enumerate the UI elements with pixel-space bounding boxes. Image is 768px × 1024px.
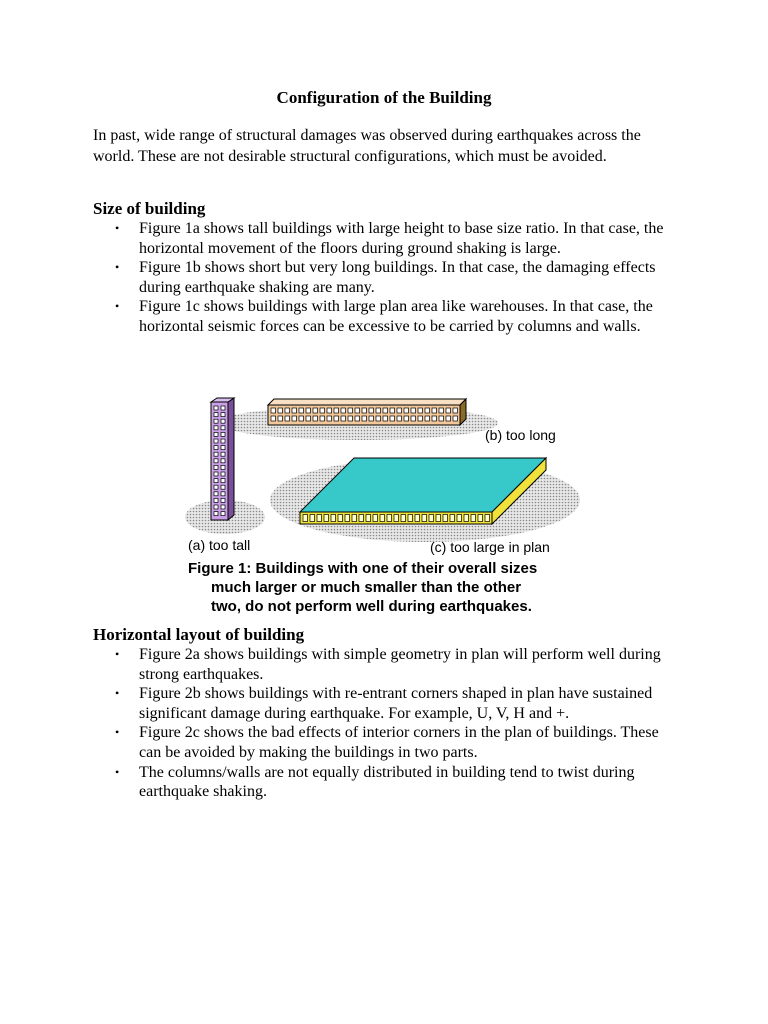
window-mark — [376, 416, 381, 421]
bullet-icon: • — [115, 764, 120, 779]
window-mark — [271, 416, 276, 421]
bullet-text: The columns/walls are not equally distributed in building tend to twist during earthquake shaking. — [139, 763, 635, 801]
bullet-text: Figure 2b shows buildings with re-entrant corners shaped in plan have sustained significant damage during earthquake. For example, U, V, H and +. — [139, 685, 653, 722]
window-mark — [331, 515, 336, 522]
window-mark — [404, 408, 409, 413]
window-mark — [221, 452, 225, 456]
label-too-tall: (a) too tall — [188, 537, 251, 553]
window-mark — [221, 512, 225, 516]
window-mark — [214, 406, 218, 410]
window-mark — [214, 459, 218, 463]
window-mark — [221, 505, 225, 509]
window-mark — [320, 408, 325, 413]
window-mark — [292, 416, 297, 421]
window-mark — [341, 408, 346, 413]
label-too-long: (b) too long — [485, 427, 556, 443]
window-mark — [478, 515, 483, 522]
window-mark — [348, 416, 353, 421]
window-mark — [394, 515, 399, 522]
figure-caption-line-2: much larger or much smaller than the other — [211, 579, 522, 596]
horizontal-layout-bullet-list — [93, 645, 683, 802]
window-mark — [348, 408, 353, 413]
window-mark — [299, 416, 304, 421]
window-mark — [404, 416, 409, 421]
window-mark — [221, 459, 225, 463]
window-mark — [369, 416, 374, 421]
window-mark — [432, 416, 437, 421]
window-mark — [369, 408, 374, 413]
window-mark — [214, 426, 218, 430]
list-item — [93, 645, 683, 684]
bullet-icon: • — [115, 260, 120, 275]
window-mark — [415, 515, 420, 522]
window-mark — [313, 408, 318, 413]
bullet-icon: • — [115, 686, 120, 701]
window-mark — [411, 408, 416, 413]
window-mark — [373, 515, 378, 522]
window-mark — [408, 515, 413, 522]
window-mark — [221, 465, 225, 469]
size-bullet-list — [93, 219, 683, 337]
window-mark — [355, 408, 360, 413]
bullet-text: Figure 1b shows short but very long buildings. In that case, the damaging effects during earthquake shaking are many. — [139, 259, 656, 296]
window-mark — [397, 416, 402, 421]
window-mark — [355, 416, 360, 421]
window-mark — [285, 416, 290, 421]
window-mark — [380, 515, 385, 522]
window-mark — [341, 416, 346, 421]
window-mark — [313, 416, 318, 421]
bullet-text: Figure 1a shows tall buildings with large height to base size ratio. In that case, the horizontal movement of the floors during ground shaking is large. — [139, 220, 664, 257]
window-mark — [485, 515, 490, 522]
list-item — [93, 297, 683, 336]
window-mark — [299, 408, 304, 413]
bullet-text: Figure 2a shows buildings with simple geometry in plan will perform well during strong earthquakes. — [139, 646, 661, 683]
window-mark — [324, 515, 329, 522]
list-item — [93, 763, 683, 802]
window-mark — [453, 408, 458, 413]
window-mark — [214, 512, 218, 516]
window-mark — [446, 408, 451, 413]
window-mark — [359, 515, 364, 522]
window-mark — [429, 515, 434, 522]
window-mark — [221, 479, 225, 483]
list-item — [93, 723, 683, 762]
intro-paragraph: In past, wide range of structural damages was observed during earthquakes across the world. These are not desirable structural configurations, which must be avoided. — [93, 127, 641, 165]
window-mark — [432, 408, 437, 413]
list-item — [93, 684, 683, 723]
window-mark — [214, 505, 218, 509]
window-mark — [390, 416, 395, 421]
window-mark — [214, 413, 218, 417]
list-item — [93, 219, 683, 258]
window-mark — [422, 515, 427, 522]
window-mark — [214, 452, 218, 456]
window-mark — [390, 408, 395, 413]
window-mark — [418, 416, 423, 421]
window-mark — [317, 515, 322, 522]
bullet-icon: • — [115, 299, 120, 314]
window-mark — [425, 416, 430, 421]
window-mark — [221, 485, 225, 489]
window-mark — [214, 432, 218, 436]
window-mark — [221, 446, 225, 450]
bullet-icon: • — [115, 725, 120, 740]
window-mark — [383, 408, 388, 413]
window-mark — [221, 413, 225, 417]
window-mark — [214, 446, 218, 450]
window-mark — [366, 515, 371, 522]
window-mark — [425, 408, 430, 413]
label-too-large: (c) too large in plan — [430, 539, 550, 555]
window-mark — [292, 408, 297, 413]
window-mark — [327, 408, 332, 413]
window-mark — [436, 515, 441, 522]
tall-building-icon — [211, 398, 234, 520]
window-mark — [221, 472, 225, 476]
window-mark — [303, 515, 308, 522]
window-mark — [471, 515, 476, 522]
list-item — [93, 258, 683, 297]
window-mark — [453, 416, 458, 421]
window-mark — [214, 492, 218, 496]
window-mark — [446, 416, 451, 421]
long-building-icon — [268, 399, 466, 425]
window-mark — [383, 416, 388, 421]
window-mark — [334, 408, 339, 413]
window-mark — [439, 408, 444, 413]
window-mark — [285, 408, 290, 413]
bullet-icon: • — [115, 647, 120, 661]
document-title: Configuration of the Building — [276, 88, 492, 107]
window-mark — [214, 419, 218, 423]
window-mark — [214, 498, 218, 502]
window-mark — [214, 439, 218, 443]
window-mark — [362, 408, 367, 413]
window-mark — [401, 515, 406, 522]
window-mark — [221, 426, 225, 430]
window-mark — [214, 472, 218, 476]
window-mark — [352, 515, 357, 522]
window-mark — [457, 515, 462, 522]
window-mark — [271, 408, 276, 413]
window-mark — [443, 515, 448, 522]
window-mark — [397, 408, 402, 413]
window-mark — [334, 416, 339, 421]
window-mark — [362, 416, 367, 421]
bullet-text: Figure 2c shows the bad effects of interior corners in the plan of buildings. These can be avoided by making the buildings in two parts. — [139, 724, 659, 761]
window-mark — [320, 416, 325, 421]
figure-caption-line-1: Figure 1: Buildings with one of their overall sizes — [188, 560, 538, 577]
window-mark — [387, 515, 392, 522]
bullet-icon: • — [115, 221, 120, 235]
section-heading-size: Size of building — [93, 199, 206, 218]
section-heading-horizontal-layout: Horizontal layout of building — [93, 625, 305, 644]
window-mark — [327, 416, 332, 421]
window-mark — [411, 416, 416, 421]
figure-building-sizes — [180, 390, 600, 620]
window-mark — [338, 515, 343, 522]
window-mark — [376, 408, 381, 413]
figure-caption-line-3: two, do not perform well during earthquakes. — [211, 598, 532, 615]
bullet-text: Figure 1c shows buildings with large plan area like warehouses. In that case, the horizontal seismic forces can be excessive to be carried by columns and walls. — [139, 298, 653, 335]
window-mark — [221, 439, 225, 443]
window-mark — [418, 408, 423, 413]
window-mark — [278, 416, 283, 421]
window-mark — [221, 419, 225, 423]
window-mark — [439, 416, 444, 421]
window-mark — [221, 498, 225, 502]
window-mark — [450, 515, 455, 522]
window-mark — [221, 406, 225, 410]
window-mark — [214, 479, 218, 483]
window-mark — [310, 515, 315, 522]
window-mark — [221, 432, 225, 436]
window-mark — [306, 416, 311, 421]
window-mark — [464, 515, 469, 522]
window-mark — [221, 492, 225, 496]
window-mark — [214, 485, 218, 489]
window-mark — [278, 408, 283, 413]
window-mark — [306, 408, 311, 413]
window-mark — [214, 465, 218, 469]
window-mark — [345, 515, 350, 522]
